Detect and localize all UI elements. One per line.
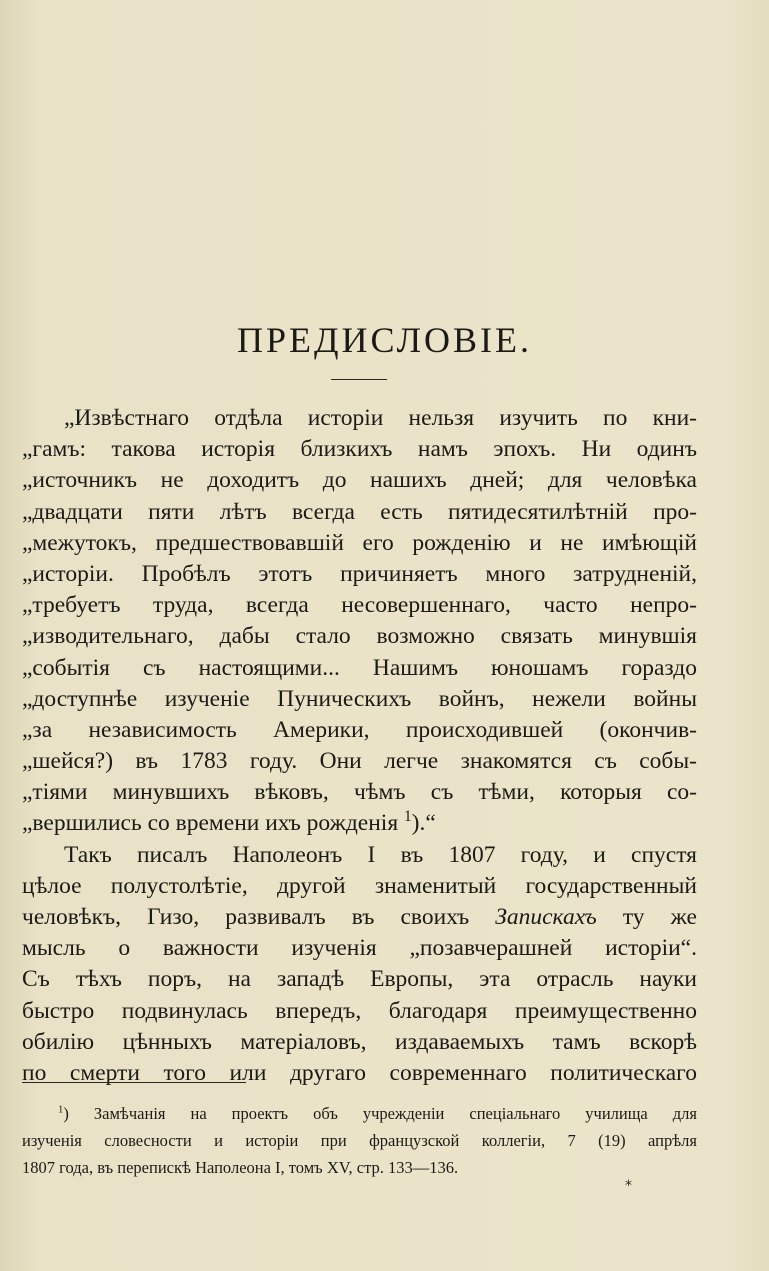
text-line: „Извѣстнаго отдѣла исторіи нельзя изучить по кни-: [64, 405, 697, 431]
text-line: „событія съ настоящими... Нашимъ юношамъ гораздо: [22, 654, 697, 681]
text-line: „изводительнаго, дабы стало возможно связать минувшія: [22, 623, 697, 650]
text-line: цѣлое полустолѣтіе, другой знаменитый государственный: [22, 872, 697, 899]
footnote-line: изученія словесности и исторіи при французской коллегіи, 7 (19) апрѣля: [22, 1131, 697, 1150]
quote-last-text: „вершились со времени ихъ рожденія: [22, 810, 399, 837]
footnote-line: 1807 года, въ перепискѣ Наполеона I, томъ XV, стр. 133—136.: [22, 1158, 459, 1177]
quote-footnote-mark: 1: [404, 808, 412, 826]
text-line: „межутокъ, предшествовавшій его рожденію и не имѣющій: [22, 529, 697, 556]
text-line: Съ тѣхъ поръ, на западѣ Европы, эта отрасль науки: [22, 966, 697, 993]
text-line: „гамъ: такова исторія близкихъ намъ эпохъ. Ни одинъ: [22, 436, 697, 463]
text-line: обилію цѣнныхъ матеріаловъ, издаваемыхъ тамъ вскорѣ: [22, 1028, 697, 1055]
page-title: ПРЕДИСЛОВІЕ.: [236, 320, 533, 360]
text-line: „двадцати пяти лѣтъ всегда есть пятидесятилѣтній про-: [22, 498, 697, 525]
quote-closing: ).“: [411, 810, 436, 837]
text-line-with-italic: [22, 902, 697, 933]
text-line: „за независимость Америки, происходившей (окончив-: [22, 716, 697, 743]
text-line: „шейся?) въ 1783 году. Они легче знакомятся съ собы-: [22, 748, 697, 775]
signature-mark: *: [625, 1178, 632, 1194]
footnote-line: [22, 1100, 697, 1127]
footnote-mark: 1: [58, 1103, 64, 1116]
italic-title: Запискахъ: [495, 904, 597, 930]
text-line: „тіями минувшихъ вѣковъ, чѣмъ съ тѣми, которыя со-: [22, 779, 697, 806]
line-text: человѣкъ, Гизо, развивалъ въ своихъ: [22, 904, 470, 930]
text-line: Такъ писалъ Наполеонъ I въ 1807 году, и спустя: [64, 841, 697, 868]
text-line: „доступнѣе изученіе Пуническихъ войнъ, нежели войны: [22, 685, 697, 712]
main-text: [22, 403, 697, 1089]
text-line: „требуетъ труда, всегда несовершеннаго, часто непро-: [22, 592, 697, 619]
footnote-text: ) Замѣчанія на проектъ объ учрежденіи спеціальнаго училища для: [63, 1104, 697, 1123]
text-line: „исторіи. Пробѣлъ этотъ причиняетъ много затрудненій,: [22, 560, 697, 587]
text-line: мысль о важности изученія „позавчерашней исторіи“.: [22, 935, 697, 962]
text-line: быстро подвинулась впередъ, благодаря преимущественно: [22, 997, 697, 1024]
title-divider: [331, 379, 387, 380]
text-line: „источникъ не доходитъ до нашихъ дней; для человѣка: [22, 467, 697, 494]
text-line: по смерти того или другаго современнаго политическаго: [22, 1059, 697, 1086]
footnote-divider: [22, 1082, 246, 1083]
line-text-end: ту же: [622, 904, 697, 930]
footnote: [22, 1100, 697, 1181]
text-line-quote-end: [22, 808, 697, 839]
